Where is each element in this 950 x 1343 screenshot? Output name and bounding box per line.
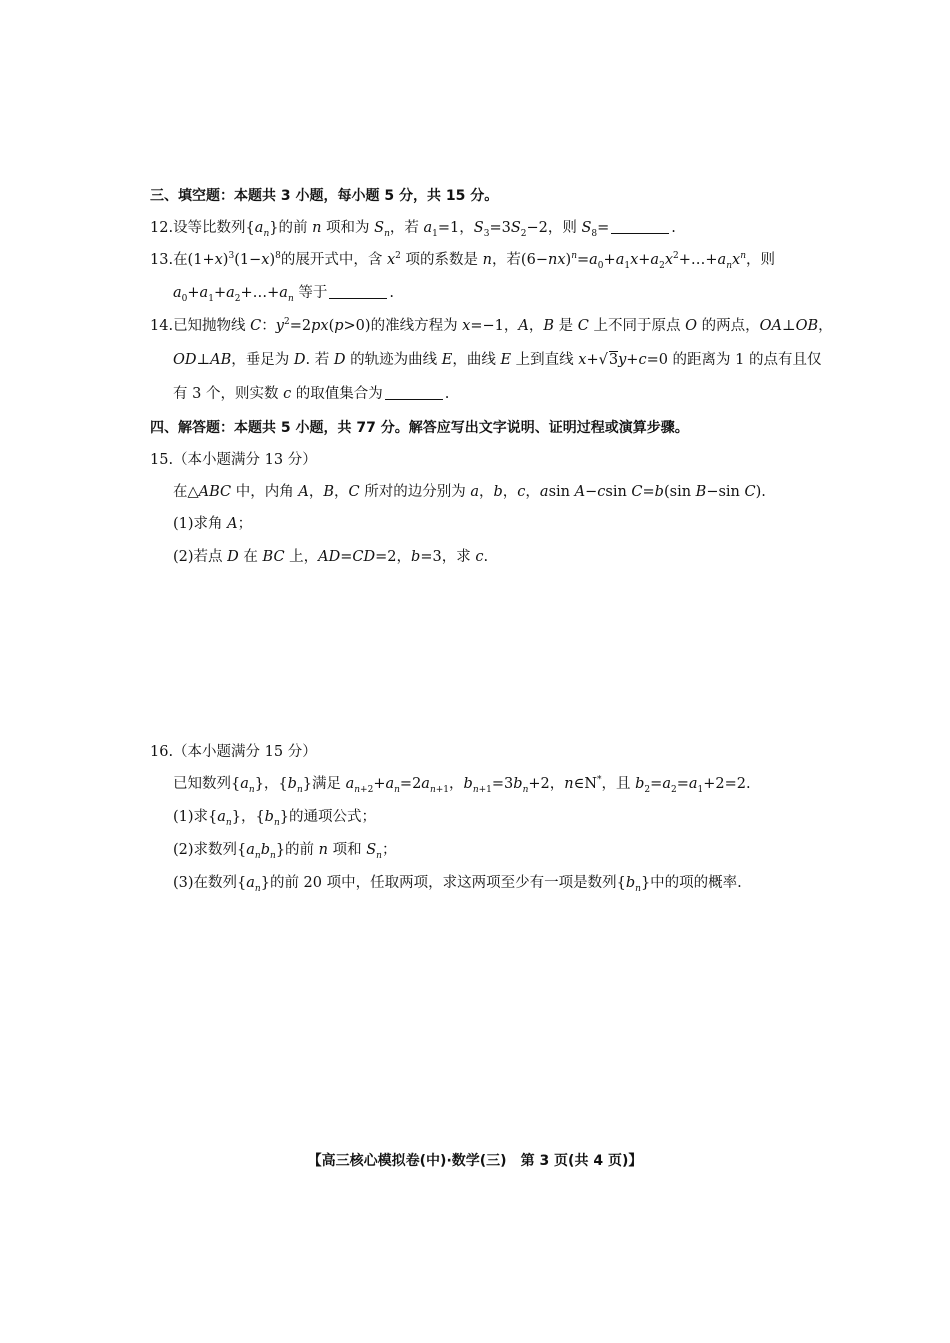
question-16-part-2: (2)求数列$\{a_nb_n\}$的前 n 项和 $S_n$； <box>173 842 397 861</box>
question-12: 12.设等比数列$\{a_n\}$的前 n 项和为 $S_n$，若 $a_1=1$，$S_3=3S_2-2$，则 $S_8=$ . <box>150 220 676 239</box>
answer-blank <box>611 219 669 234</box>
question-16-header: 16.（本小题满分 15 分） <box>150 744 317 760</box>
question-15-header: 15.（本小题满分 13 分） <box>150 452 317 468</box>
question-14-continued-2: 有 3 个，则实数 c 的取值集合为 . <box>173 386 450 402</box>
question-16-stem: 已知数列$\{a_n\}$，$\{b_n\}$满足 $a_{n+2}+a_n=2a_{n+1}$，$b_{n+1}=3b_n+2$，n∈N*，且 $b_2=a_2=a_1+2=2$. <box>173 775 751 795</box>
question-14: 14.已知抛物线 C：$y^2=2px(p>0)$的准线方程为 x=−1，A，B 是 C 上不同于原点 O 的两点，OA⊥OB， <box>150 317 833 334</box>
page-footer: 【高三核心模拟卷(中)·数学(三) 第 3 页(共 4 页)】 <box>307 1153 643 1169</box>
question-15-stem: 在△ABC 中，内角 A，B，C 所对的边分别为 a，b，c，asin A−csin C=b(sin B−sin C). <box>173 484 766 500</box>
question-15-part-1: (1)求角 A； <box>173 516 253 532</box>
question-15-part-2: (2)若点 D 在 BC 上，AD=CD=2，b=3，求 c. <box>173 549 489 565</box>
answer-blank <box>329 284 387 299</box>
question-13: 13.在$(1+x)^3(1-x)^8$的展开式中，含 $x^2$ 项的系数是 n，若$(6-nx)^n=a_0+a_1x+a_2x^2+\dots+a_nx^n$，则 <box>150 251 775 271</box>
question-16-part-1: (1)求$\{a_n\}$，$\{b_n\}$的通项公式； <box>173 809 376 828</box>
question-16-part-3: (3)在数列$\{a_n\}$的前 20 项中，任取两项，求这两项至少有一项是数列$\{b_n\}$中的项的概率. <box>173 875 742 894</box>
section-4-heading: 四、解答题：本题共 5 小题，共 77 分。解答应写出文字说明、证明过程或演算步骤。 <box>150 420 689 436</box>
answer-blank <box>385 385 443 400</box>
question-14-continued: OD⊥AB，垂足为 D. 若 D 的轨迹为曲线 E，曲线 E 上到直线 x+√3y+c=0 的距离为 1 的点有且仅 <box>173 352 822 368</box>
question-13-continued: $a_0+a_1+a_2+\dots+a_n$ 等于 . <box>173 285 394 304</box>
section-3-heading: 三、填空题：本题共 3 小题，每小题 5 分，共 15 分。 <box>150 188 499 204</box>
